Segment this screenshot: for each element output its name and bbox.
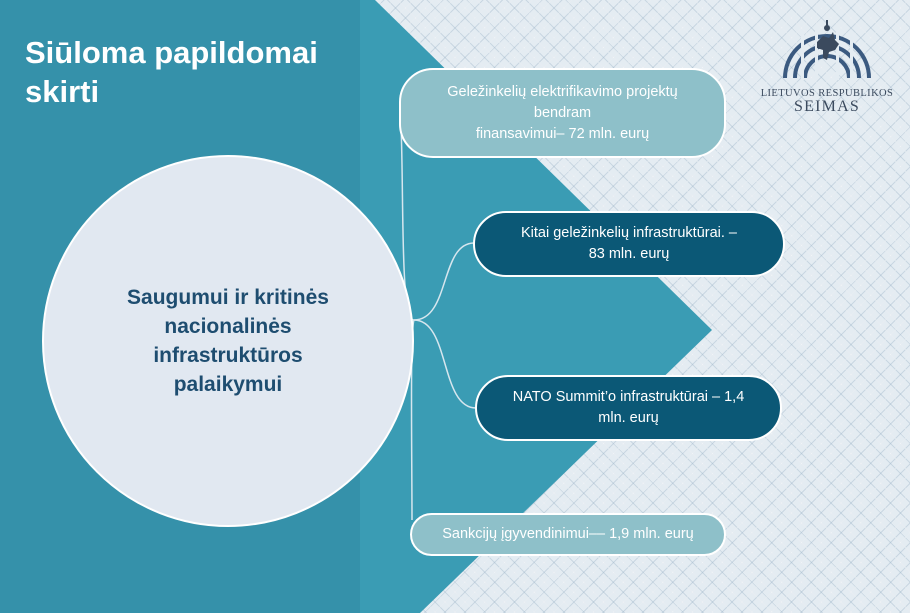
logo-line-1: LIETUVOS RESPUBLIKOS <box>760 88 894 99</box>
center-topic-text: Saugumui ir kritinės nacionalinės infrastruktūros palaikymui <box>127 286 329 396</box>
page-title: Siūloma papildomai skirti <box>25 35 318 109</box>
center-topic-circle <box>42 155 414 527</box>
item-1-line-3: finansavimui– 72 mln. eurų <box>475 125 650 142</box>
item-sanctions-implementation <box>410 513 726 556</box>
item-1-line-1: Geležinkelių elektrifikavimo projektų <box>447 83 678 100</box>
item-1-line-2: bendram <box>533 104 592 121</box>
item-3-line-1: NATO Summit’o infrastruktūrai – 1,4 <box>512 389 745 405</box>
item-4-line-1: Sankcijų įgyvendinimui–– 1,9 mln. eurų <box>442 526 694 542</box>
item-2-line-2: 83 mln. eurų <box>588 246 670 262</box>
seimas-logo <box>752 20 902 115</box>
item-1-text <box>447 82 678 145</box>
item-3-line-2: mln. eurų <box>598 410 659 426</box>
seimas-emblem-icon <box>777 20 877 82</box>
logo-line-2: SEIMAS <box>794 98 860 115</box>
item-2-line-1: Kitai geležinkelių infrastruktūrai. – <box>521 225 737 241</box>
item-4-text <box>442 524 693 545</box>
item-2-text <box>521 223 737 265</box>
item-3-text <box>513 387 745 429</box>
item-other-railway-infrastructure <box>473 211 785 277</box>
item-nato-summit-infrastructure <box>475 375 782 441</box>
item-railway-electrification <box>399 68 726 158</box>
